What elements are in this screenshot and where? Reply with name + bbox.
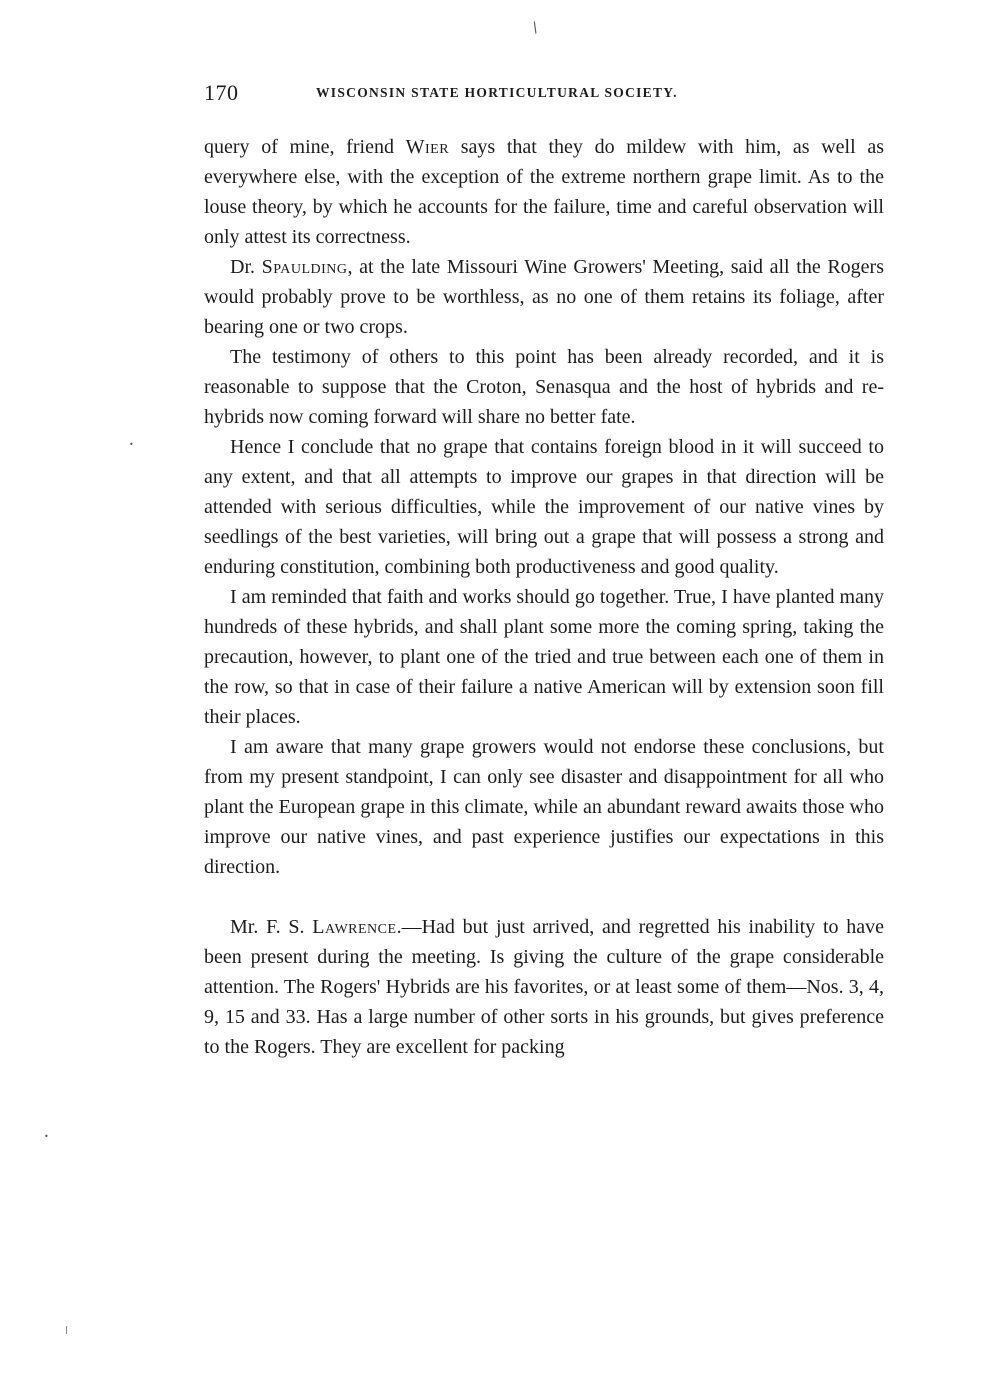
speck-mark: • — [44, 1132, 49, 1141]
running-head: WISCONSIN STATE HORTICULTURAL SOCIETY. — [316, 85, 678, 100]
speck-mark: • — [129, 440, 134, 449]
paragraph-4: Hence I conclude that no grape that contains foreign blood in it will succeed to any extent, and that all attempts to improve our grapes in that direction will be attended with serious difficulties, while the improvement of our native vines by seedlings of the best varieties, will bring out a grape that will possess a strong and enduring constitution, combining both productiveness and good quality. — [204, 436, 884, 578]
page-number: 170 — [204, 80, 239, 105]
paragraph-5: I am reminded that faith and works should go together. True, I have planted many hundreds of these hybrids, and shall plant some more the coming spring, taking the precaution, however, to plant one of the tried and true between each one of them in the row, so that in case of their failure a native American will by extension soon fill their places. — [204, 586, 884, 728]
paragraph-7: Mr. F. S. Lawrence.—Had but just arrived, and regretted his inability to have been present during the meeting. Is giving the culture of the grape considerable attention. The Rogers' Hybrids are his favorites, or at least some of them—Nos. 3, 4, 9, 15 and 33. Has a large number of other sorts in his grounds, but gives preference to the Rogers. They are excellent for packing — [204, 916, 885, 1058]
person-name: Spaulding — [261, 256, 348, 278]
page-header — [204, 80, 884, 110]
person-name: Lawrence — [312, 916, 397, 938]
paragraph-1: query of mine, friend Wier says that they do mildew with him, as well as everywhere else, with the exception of the extreme northern grape limit. As to the louse theory, by which he accounts for the failure, time and careful observation will only attest its correctness. — [204, 136, 884, 248]
speck-mark: | — [65, 1325, 68, 1334]
paragraph-3: The testimony of others to this point has been already recorded, and it is reasonable to suppose that the Croton, Senasqua and the host of hybrids and re-hybrids now coming forward will share no better fate. — [204, 346, 884, 428]
person-name: Wier — [405, 136, 450, 158]
pencil-mark: / — [529, 19, 541, 37]
paragraph-2: Dr. Spaulding, at the late Missouri Wine Growers' Meeting, said all the Rogers would probably prove to be worthless, as no one of them retains its foliage, after bearing one or two crops. — [204, 256, 884, 338]
body-text — [204, 132, 884, 1062]
paragraph-6: I am aware that many grape growers would not endorse these conclusions, but from my present standpoint, I can only see disaster and disappointment for all who plant the European grape in this climate, while an abundant reward awaits those who improve our native vines, and past experience justifies our expectations in this direction. — [204, 736, 884, 878]
